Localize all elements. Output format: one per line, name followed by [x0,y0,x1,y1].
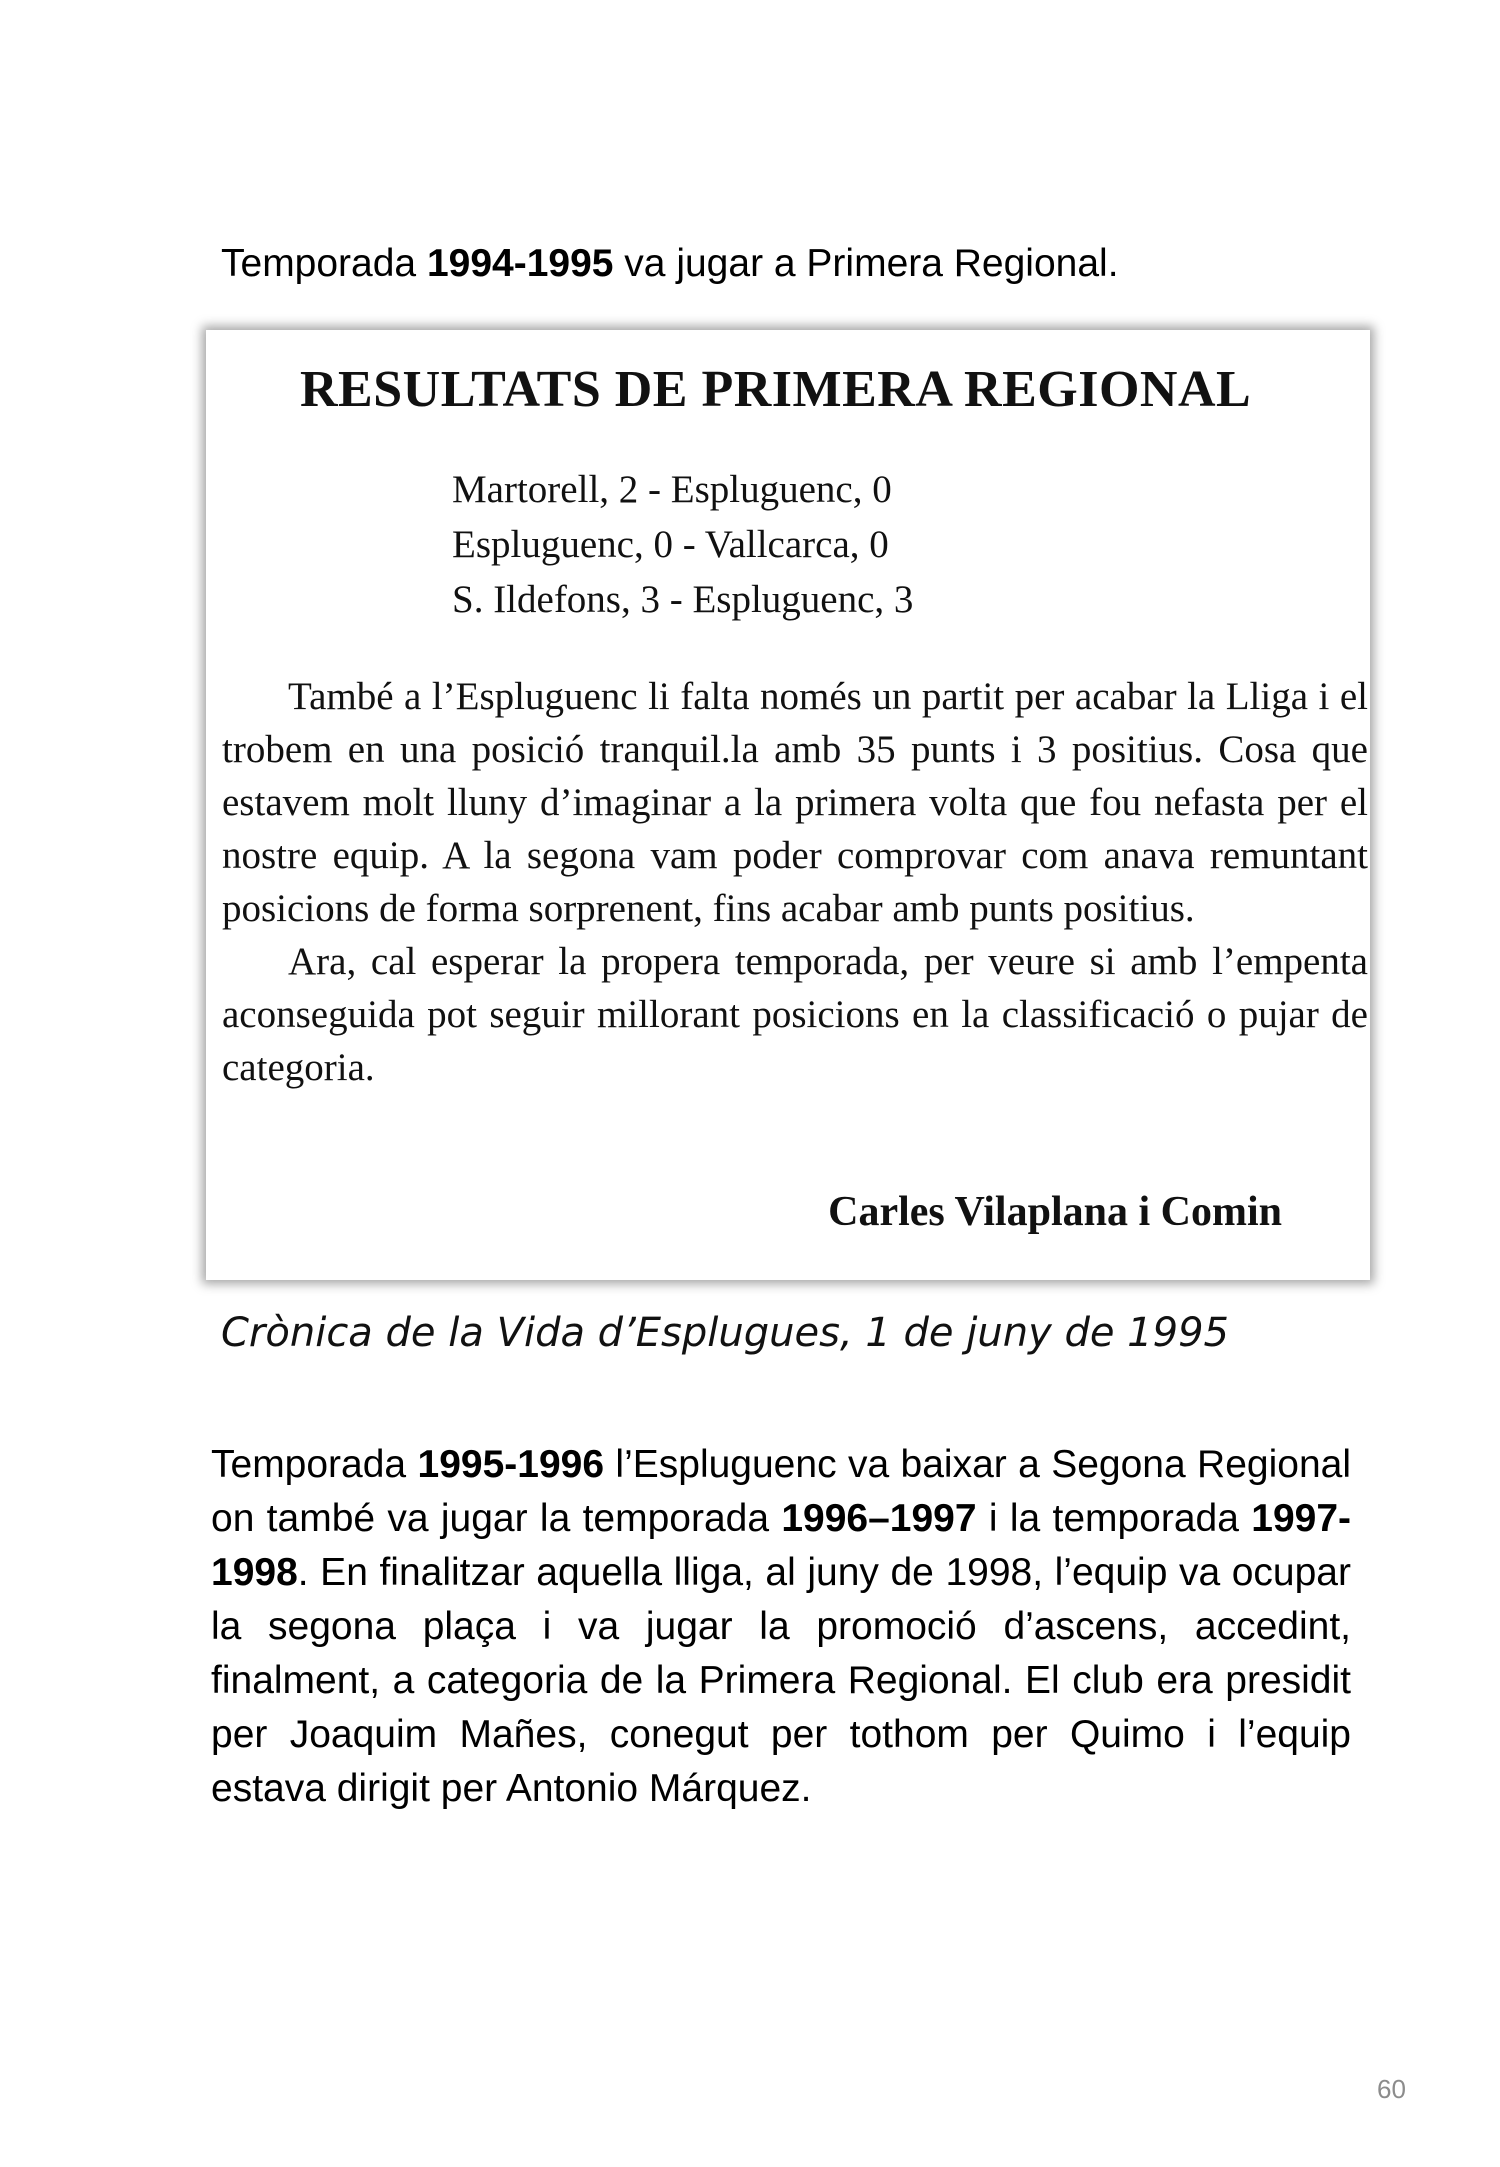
clipping-author: Carles Vilaplana i Comin [828,1189,1282,1235]
intro-line [221,238,1119,290]
intro-suffix: va jugar a Primera Regional. [613,242,1119,285]
page-number: 60 [1377,2074,1406,2104]
text-run: l’Espluguenc va baixar a Segona Regional on també va jugar la temporada [211,1443,1352,1540]
match-result: Martorell, 2 - Espluguenc, 0 [452,468,892,511]
season-highlight: 1995-1996 [417,1443,605,1486]
text-run: i la temporada [976,1497,1252,1540]
clipping-paragraph: També a l’Espluguenc li falta només un partit per acabar la Lliga i el trobem en una posició tranquil.la amb 35 punts i 3 positius. Cosa que estavem molt lluny d’imaginar a la primera volta que fou nefasta per el nostre equip. A la segona vam poder comprovar com anava remuntant posicions de forma sorprenent, fins acabar amb punts positius. [222,675,1368,930]
clipping-body [222,670,1368,1094]
season-highlight: 1996–1997 [781,1497,977,1540]
intro-prefix: Temporada [221,242,427,285]
match-result: Espluguenc, 0 - Vallcarca, 0 [452,523,889,566]
text-run: Temporada [211,1443,418,1486]
intro-season: 1994-1995 [426,242,614,285]
match-result: S. Ildefons, 3 - Espluguenc, 3 [452,578,914,621]
text-run: . En finalitzar aquella lliga, al juny de 1998, l’equip va ocupar la segona plaça i va jugar la promoció d’ascens, accedint, finalment, a categoria de la Primera Regional. El club era presidit per Joaquim Mañes, conegut per tothom per Quimo i l’equip estava dirigit per Antonio Márquez. [211,1551,1351,1810]
clipping-caption: Crònica de la Vida d’Esplugues, 1 de juny de 1995 [221,1310,1229,1356]
match-results-list [452,462,913,627]
clipping-title: RESULTATS DE PRIMERA REGIONAL [300,361,1252,418]
season-highlight: 1997-1998 [211,1497,1351,1594]
main-paragraph [211,1438,1351,1816]
clipping-paragraph: Ara, cal esperar la propera temporada, per veure si amb l’empenta aconseguida pot seguir millorant posicions en la classificació o pujar de categoria. [222,940,1368,1089]
newspaper-clipping [206,330,1370,1280]
